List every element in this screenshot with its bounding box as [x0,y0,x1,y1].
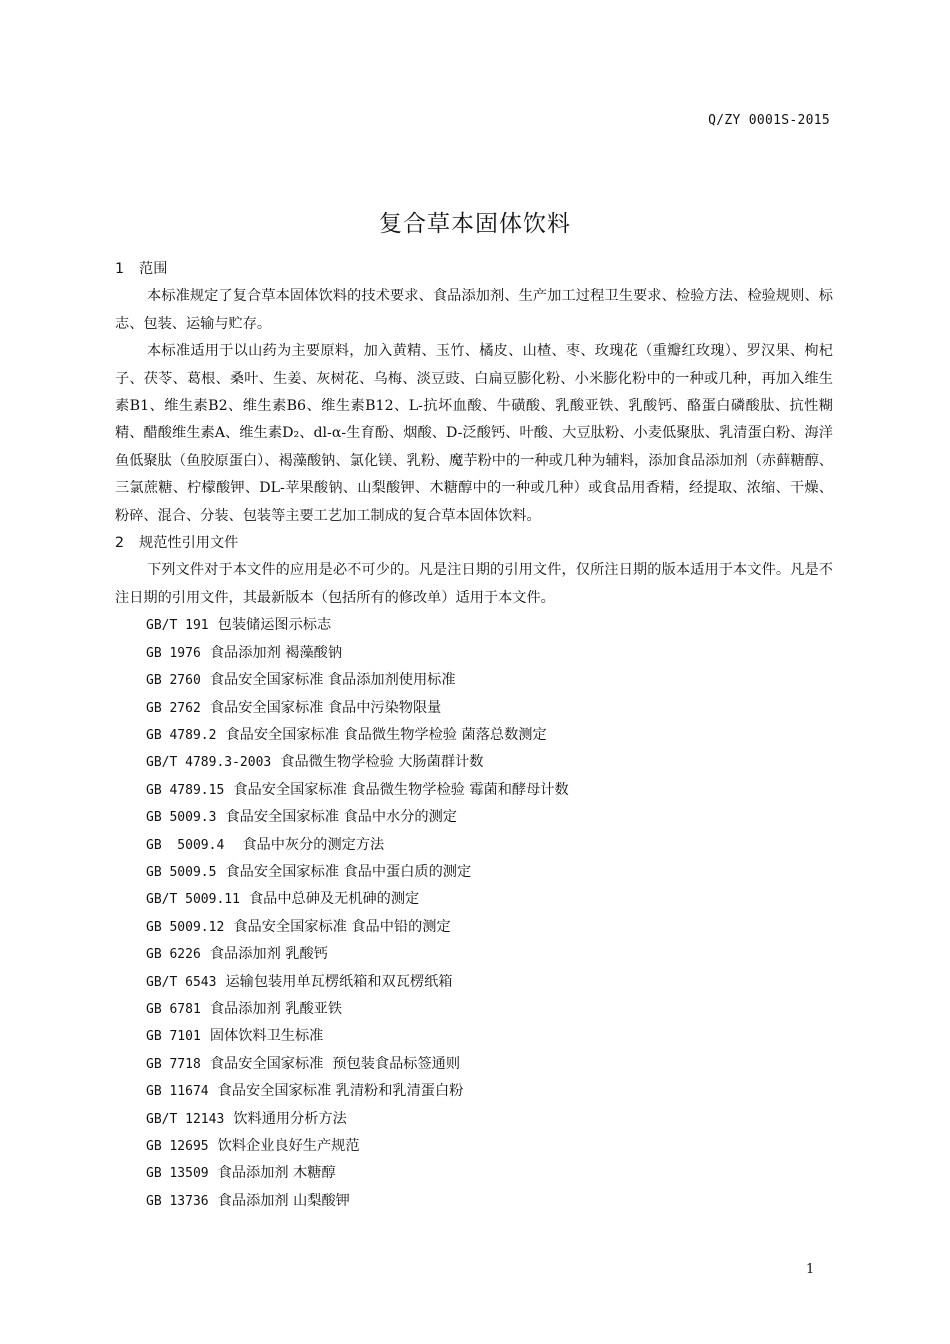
reference-item [115,804,833,831]
paragraph: 本标准规定了复合草本固体饮料的技术要求、食品添加剂、生产加工过程卫生要求、检验方法、检验规则、标志、包装、运输与贮存。 [115,288,833,332]
page-number: 1 [806,1262,815,1277]
reference-name: 食品添加剂 乳酸钙 [209,946,328,963]
reference-gap [224,919,233,935]
reference-gap [209,1083,218,1099]
reference-gap [201,1056,210,1072]
reference-gap [201,645,210,661]
reference-name: 饮料通用分析方法 [233,1110,347,1127]
reference-gap [209,1193,218,1209]
reference-item [115,1023,833,1050]
reference-name: 包装储运图示标志 [217,617,332,634]
reference-item [115,777,833,804]
reference-gap [201,1001,210,1017]
reference-gap [240,891,249,907]
reference-code: GB 5009.3 [146,810,217,826]
document-title: 复合草本固体饮料 [379,211,571,238]
reference-code: GB/T 6543 [146,974,217,990]
reference-name: 饮料企业良好生产规范 [217,1138,360,1154]
reference-name: 固体饮料卫生标准 [209,1028,324,1045]
reference-gap [209,1165,218,1181]
section-scope [115,256,833,530]
section-heading [115,530,833,557]
reference-name: 食品添加剂 褐藻酸钠 [209,644,343,661]
reference-gap [201,700,210,716]
reference-code: GB 13736 [146,1193,209,1209]
reference-gap [224,837,242,853]
section-title: 范围 [139,261,168,277]
reference-item [115,695,833,722]
reference-item [115,749,833,776]
reference-item [115,1078,833,1105]
reference-code: GB 2760 [146,673,201,689]
reference-code: GB 5009.4 [146,837,225,853]
reference-name: 食品安全国家标准 食品微生物学检验 霉菌和酵母计数 [233,781,569,798]
reference-item [115,1133,833,1160]
reference-name: 食品安全国家标准 食品中铅的测定 [233,918,451,935]
reference-gap [224,782,233,798]
reference-code: GB/T 5009.11 [146,892,240,908]
reference-gap [224,1111,233,1127]
reference-item [115,969,833,996]
reference-gap [201,1028,210,1044]
reference-item [115,996,833,1023]
reference-gap [209,1138,218,1154]
reference-code: GB 11674 [146,1084,209,1100]
reference-list [115,612,833,1215]
reference-name: 食品添加剂 乳酸亚铁 [209,1000,343,1017]
reference-code: GB 4789.15 [146,782,225,798]
reference-code: GB 6781 [146,1001,201,1017]
reference-item [115,612,833,639]
reference-name: 食品安全国家标准 食品中污染物限量 [209,699,442,716]
reference-gap [201,946,210,962]
reference-item [115,941,833,968]
reference-code: GB 4789.2 [146,727,217,743]
reference-item [115,1051,833,1078]
reference-name: 食品微生物学检验 大肠菌群计数 [280,754,484,771]
reference-name: 食品中灰分的测定方法 [242,836,385,853]
reference-name: 食品安全国家标准 食品微生物学检验 菌落总数测定 [225,726,547,743]
reference-name: 食品添加剂 山梨酸钾 [217,1192,350,1209]
reference-code: GB 2762 [146,700,201,716]
reference-code: GB/T 191 [146,618,209,634]
reference-name: 运输包装用单瓦楞纸箱和双瓦楞纸箱 [225,973,453,990]
reference-code: GB/T 4789.3-2003 [146,755,272,771]
reference-item [115,1188,833,1215]
reference-code: GB 5009.12 [146,919,225,935]
reference-code: GB 7718 [146,1056,201,1072]
reference-item [115,640,833,667]
reference-item [115,859,833,886]
reference-code: GB 12695 [146,1139,209,1154]
reference-name: 食品安全国家标准 乳清粉和乳清蛋白粉 [217,1083,464,1100]
document-body [115,256,833,1215]
reference-item [115,1106,833,1133]
reference-code: GB 13509 [146,1166,209,1182]
paragraph: 下列文件对于本文件的应用是必不可少的。凡是注日期的引用文件，仅所注日期的版本适用于本文件。凡是不注日期的引用文件，其最新版本（包括所有的修改单）适用于本文件。 [115,562,833,606]
reference-item [115,832,833,859]
reference-code: GB 6226 [146,947,201,963]
standard-code: Q/ZY 0001S-2015 [708,113,830,128]
reference-item [115,914,833,941]
section-number: 1 [115,261,125,277]
reference-code: GB 1976 [146,645,201,661]
reference-item [115,1160,833,1187]
reference-name: 食品添加剂 木糖醇 [217,1165,336,1182]
section-title: 规范性引用文件 [139,535,239,552]
reference-item [115,667,833,694]
paragraph: 本标准适用于以山药为主要原料，加入黄精、玉竹、橘皮、山楂、枣、玫瑰花（重瓣红玫瑰）、罗汉果、枸杞子、茯苓、葛根、桑叶、生姜、灰树花、乌梅、淡豆豉、白扁豆膨化粉、小米膨化粉中的一种或几种，再加入维生素B1、维生素B2、维生素B6、维生素B12、L-抗坏血酸、牛磺酸、乳酸亚铁、乳酸钙、酪蛋白磷酸肽、抗性糊精、醋酸维生素A、维生素D₂、dl-α-生育酚、烟酸、D-泛酸钙、叶酸、大豆肽粉、小麦低聚肽、乳清蛋白粉、海洋鱼低聚肽（鱼胶原蛋白）、褐藻酸钠、氯化镁、乳粉、魔芋粉中的一种或几种为辅料，添加食品添加剂（赤藓糖醇、三氯蔗糖、柠檬酸钾、DL-苹果酸钠、山梨酸钾、木糖醇中的一种或几种）或食品用香精，经提取、浓缩、干燥、粉碎、混合、分装、包装等主要工艺加工制成的复合草本固体饮料。 [115,343,833,524]
reference-code: GB/T 12143 [146,1111,225,1127]
reference-code: GB 7101 [146,1029,201,1045]
reference-code: GB 5009.5 [146,864,217,880]
reference-gap [201,672,210,688]
reference-name: 食品安全国家标准 食品中水分的测定 [225,809,457,826]
section-heading [115,256,833,283]
reference-gap [209,617,218,633]
reference-name: 食品安全国家标准 预包装食品标签通则 [209,1055,461,1072]
section-number: 2 [115,535,125,552]
section-normative-references [115,530,833,1215]
reference-item [115,722,833,749]
reference-name: 食品中总砷及无机砷的测定 [248,891,420,908]
reference-gap [271,754,280,770]
reference-name: 食品安全国家标准 食品中蛋白质的测定 [225,863,472,880]
reference-name: 食品安全国家标准 食品添加剂使用标准 [209,672,456,689]
reference-item [115,886,833,913]
